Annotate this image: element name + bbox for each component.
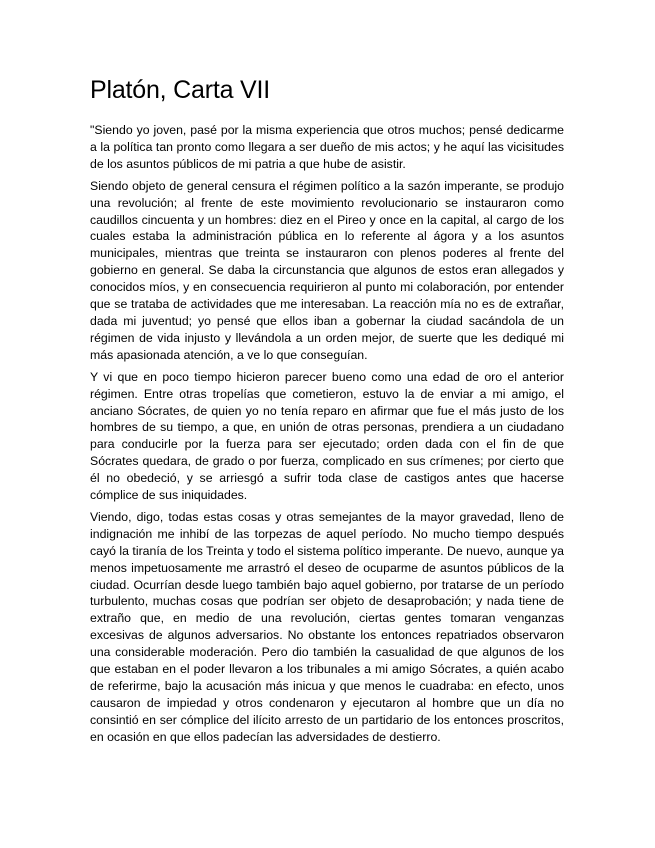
document-page xyxy=(90,74,564,751)
paragraph-4: Viendo, digo, todas estas cosas y otras semejantes de la mayor gravedad, lleno de indignación me inhibí de las torpezas de aquel período. No mucho tiempo después cayó la tiranía de los Treinta y todo el sistema político imperante. De nuevo, aunque ya menos impetuosamente me arrastró el deseo de ocuparme de asuntos públicos de la ciudad. Ocurrían desde luego también bajo aquel gobierno, por tratarse de un período turbulento, muchas cosas que podrían ser objeto de desaprobación; y nada tiene de extraño que, en medio de una revolución, ciertas gentes tomaran venganzas excesivas de algunos adversarios. No obstante los entonces repatriados observaron una considerable moderación. Pero dio también la casualidad de que algunos de los que estaban en el poder llevaron a los tribunales a mi amigo Sócrates, a quién acabo de referirme, bajo la acusación más inicua y que menos le cuadraba: en efecto, unos causaron de impiedad y otros condenaron y ejecutaron al hombre que un día no consintió en ser cómplice del ilícito arresto de un partidario de los entonces proscritos, en ocasión en que ellos padecían las adversidades de destierro. xyxy=(90,509,564,744)
document-title: Platón, Carta VII xyxy=(90,76,271,104)
paragraph-2: Siendo objeto de general censura el régimen político a la sazón imperante, se produjo una revolución; al frente de este movimiento revolucionario se instauraron como caudillos cincuenta y un hombres: diez en el Pireo y once en la capital, al cargo de los cuales estaba la administración pública en lo referente al ágora y a los asuntos municipales, mientras que treinta se instauraron con plenos poderes al frente del gobierno en general. Se daba la circunstancia que algunos de estos eran allegados y conocidos míos, y en consecuencia requirieron al punto mi colaboración, por entender que se trataba de actividades que me interesaban. La reacción mía no es de extrañar, dada mi juventud; yo pensé que ellos iban a gobernar la ciudad sacándola de un régimen de vida injusto y llevándola a un orden mejor, de suerte que les dediqué mi más apasionada atención, a ve lo que conseguían. xyxy=(90,178,564,362)
paragraph-3: Y vi que en poco tiempo hicieron parecer bueno como una edad de oro el anterior régimen. Entre otras tropelías que cometieron, estuvo la de enviar a mi amigo, el anciano Sócrates, de quien yo no tenía reparo en afirmar que fue el más justo de los hombres de su tiempo, a que, en unión de otras personas, prendiera a un ciudadano para conducirle por la fuerza para ser ejecutado; orden dada con el fin de que Sócrates quedara, de grado o por fuerza, complicado en sus crímenes; por cierto que él no obedeció, y se arriesgó a sufrir toda clase de castigos antes que hacerse cómplice de sus iniquidades. xyxy=(90,369,564,503)
paragraph-1: "Siendo yo joven, pasé por la misma experiencia que otros muchos; pensé dedicarme a la política tan pronto como llegara a ser dueño de mis actos; y he aquí las vicisitudes de los asuntos públicos de mi patria a que hube de asistir. xyxy=(90,123,564,171)
